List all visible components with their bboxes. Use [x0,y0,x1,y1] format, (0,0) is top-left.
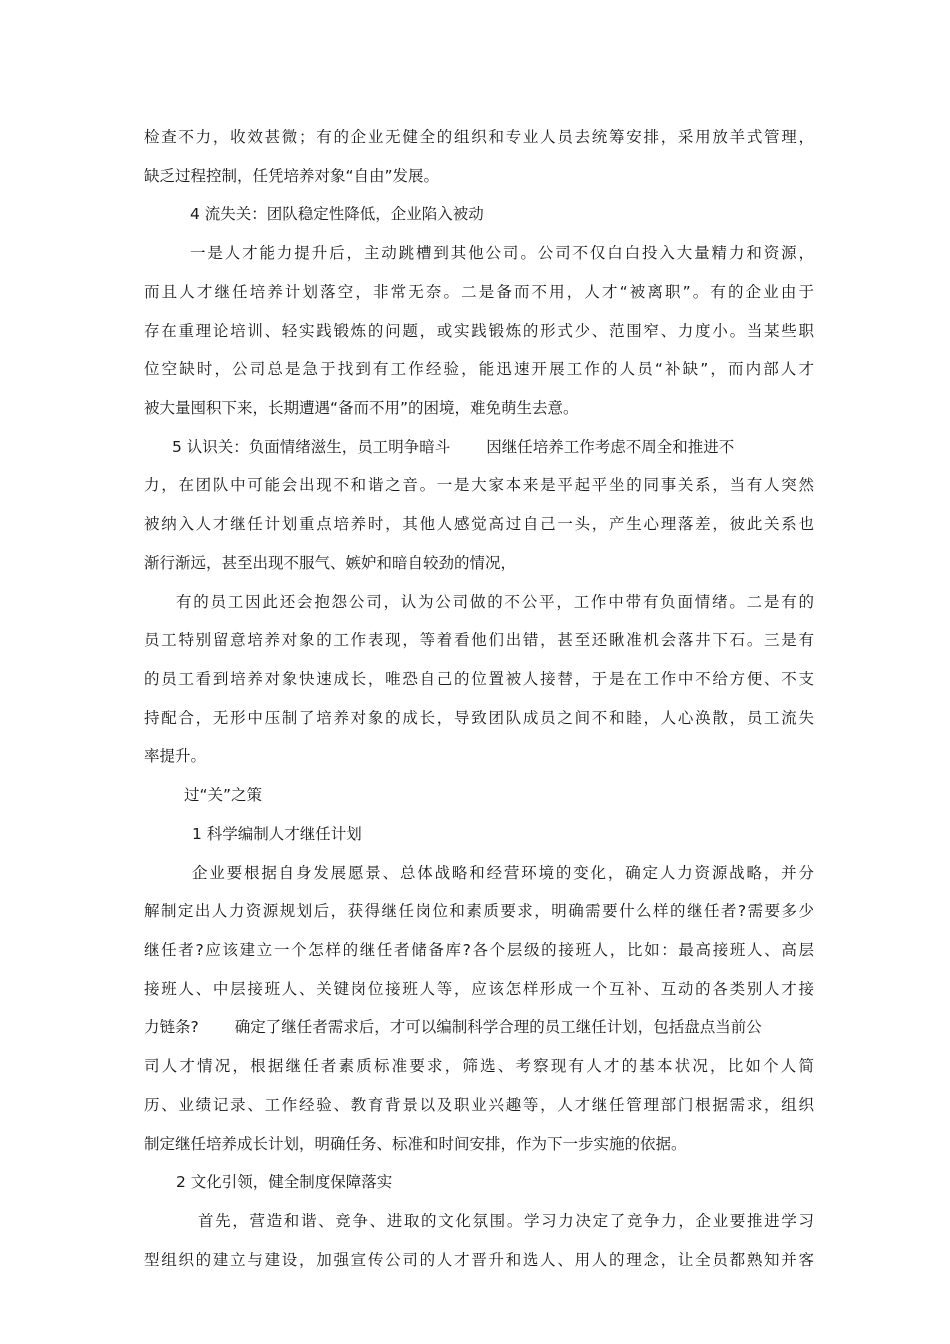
text-line: 位空缺时，公司总是急于找到有工作经验，能迅速开展工作的人员“补缺”，而内部人才 [144,360,814,378]
section-heading: 5 认识关：负面情绪滋生，员工明争暗斗 [172,438,451,456]
text-line: 率提升。 [144,747,207,765]
text-line: 缺乏过程控制，任凭培养对象“自由”发展。 [144,167,440,185]
text-line: 被纳入人才继任计划重点培养时，其他人感觉高过自己一头，产生心理落差，彼此关系也 [144,515,814,533]
text-line: 存在重理论培训、轻实践锻炼的问题，或实践锻炼的形式少、范围窄、力度小。当某些职 [144,322,814,340]
text-line: 的员工看到培养对象快速成长，唯恐自己的位置被人接替，于是在工作中不给方便、不支 [144,670,814,688]
text-line: 因继任培养工作考虑不周全和推进不 [486,438,735,456]
text-line: 历、业绩记录、工作经验、教育背景以及职业兴趣等，人才继任管理部门根据需求，组织 [144,1096,814,1114]
text-line: 被大量囤积下来，长期遭遇“备而不用”的困境，难免萌生去意。 [144,399,579,417]
text-line: 解制定出人力资源规划后，获得继任岗位和素质要求，明确需要什么样的继任者?需要多少 [144,902,814,920]
section-heading: 4 流失关：团队稳定性降低，企业陷入被动 [190,205,484,223]
text-line: 继任者?应该建立一个怎样的继任者储备库?各个层级的接班人，比如：最高接班人、高层 [144,941,814,959]
text-line: 司人才情况，根据继任者素质标准要求，筛选、考察现有人才的基本状况，比如个人简 [144,1057,814,1075]
section-heading: 1 科学编制人才继任计划 [192,825,362,843]
text-line: 力，在团队中可能会出现不和谐之音。一是大家本来是平起平坐的同事关系，当有人突然 [144,476,814,494]
section-title: 过“关”之策 [184,786,263,804]
text-line: 企业要根据自身发展愿景、总体战略和经营环境的变化，确定人力资源战略，并分 [192,864,814,882]
text-line: 渐行渐远，甚至出现不服气、嫉妒和暗自较劲的情况， [144,554,517,572]
text-line: 而且人才继任培养计划落空，非常无奈。二是备而不用，人才“被离职”。有的企业由于 [144,283,814,301]
text-line: 确定了继任者需求后，才可以编制科学合理的员工继任计划，包括盘点当前公 [234,1018,762,1036]
text-line: 力链条? [144,1018,199,1036]
text-line: 检查不力，收效甚微；有的企业无健全的组织和专业人员去统筹安排，采用放羊式管理， [144,128,814,146]
text-line: 有的员工因此还会抱怨公司，认为公司做的不公平，工作中带有负面情绪。二是有的 [176,593,814,611]
text-line: 型组织的建立与建设，加强宣传公司的人才晋升和选人、用人的理念，让全员都熟知并客 [144,1251,814,1269]
text-line: 员工特别留意培养对象的工作表现，等着看他们出错，甚至还瞅准机会落井下石。三是有 [144,631,814,649]
section-heading: 2 文化引领，健全制度保障落实 [176,1173,393,1191]
text-line-mixed [144,1017,814,1037]
text-line: 持配合，无形中压制了培养对象的成长，导致团队成员之间不和睦，人心涣散，员工流失 [144,709,814,727]
text-line: 制定继任培养成长计划，明确任务、标准和时间安排，作为下一步实施的依据。 [144,1135,687,1153]
text-line: 一是人才能力提升后，主动跳槽到其他公司。公司不仅白白投入大量精力和资源， [190,244,814,262]
text-line: 首先，营造和谐、竞争、进取的文化氛围。学习力决定了竞争力，企业要推进学习 [198,1212,814,1230]
text-line: 接班人、中层接班人、关键岗位接班人等，应该怎样形成一个互补、互动的各类别人才接 [144,980,814,998]
section-heading-line [172,437,814,457]
